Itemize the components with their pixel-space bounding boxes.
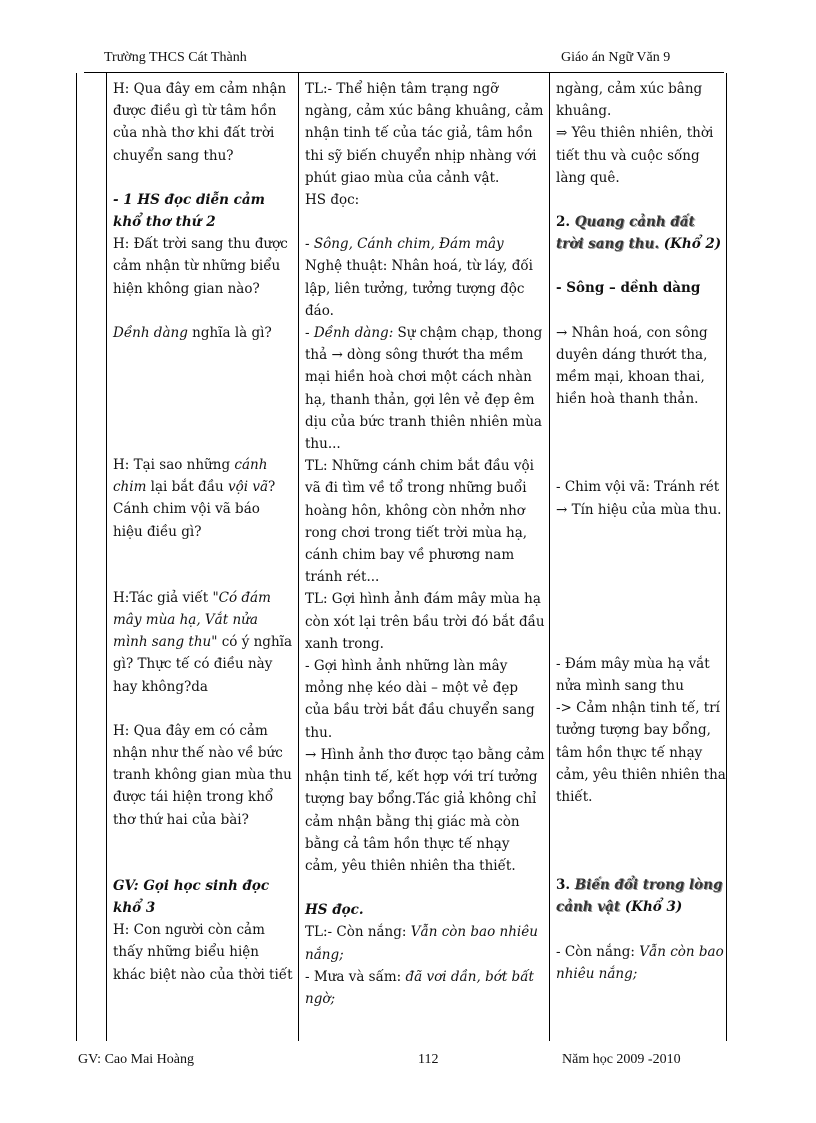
q4-part-a: H: Tại sao những xyxy=(113,457,235,474)
sun-part-a: TL:- Còn nắng: xyxy=(305,924,411,941)
denh-part-a: - xyxy=(305,325,314,342)
table-border-col1 xyxy=(106,73,107,1041)
rain-part-a: - Mưa và sấm: xyxy=(305,968,406,985)
footer-teacher: GV: Cao Mai Hoàng xyxy=(78,1052,194,1067)
header-school: Trường THCS Cát Thành xyxy=(104,50,247,65)
cloud-note: -> Cảm nhận tinh tế, trí tưởng tượng bay bổng, tâm hồn thực tế nhạy cảm, yêu thiên nhiên tha thiết. xyxy=(556,700,726,806)
q5-part-a: H:Tác giả viết " xyxy=(113,589,219,606)
sun3-part-b: Vẫn còn bao nhiêu nắng; xyxy=(556,943,724,982)
bird-note: → Tín hiệu của mùa thu. xyxy=(556,501,722,518)
table-border-right xyxy=(726,73,727,1041)
river-point: - Sông – dềnh dàng xyxy=(556,280,701,297)
sun-answer xyxy=(305,921,545,965)
section-heading-2 xyxy=(556,211,726,255)
cloud-point: - Đám mây mùa hạ vắt nửa mình sang thu xyxy=(556,655,710,695)
birds-answer: TL: Những cánh chim bắt đầu vội vã đi tìm về tổ trong những buổi hoàng hôn, không còn nhởn nhơ rong chơi trong tiết trời mùa hạ, cánh chim bay về phương nam tránh rét... xyxy=(305,458,534,586)
h2-stanza: (Khổ 2) xyxy=(659,236,722,253)
art-techniques: Nghệ thuật: Nhân hoá, từ láy, đối lập, liên tưởng, tưởng tượng độc đáo. xyxy=(305,258,533,319)
sun3-part-a: - Còn nắng: xyxy=(556,943,640,960)
h3-number: 3. xyxy=(556,877,575,894)
question-column xyxy=(113,78,293,986)
section-heading-3 xyxy=(556,874,726,918)
cloud-answer-1: TL: Gợi hình ảnh đám mây mùa hạ còn xót lại trên bầu trời đó bắt đầu xanh trong. xyxy=(305,591,545,652)
footer-school-year: Năm học 2009 -2010 xyxy=(562,1052,681,1067)
denh-part-b: Dềnh dàng: xyxy=(313,325,394,342)
read-instruction-2: - 1 HS đọc diễn cảm khổ thơ thứ 2 xyxy=(113,191,265,231)
question-7: H: Con người còn cảm thấy những biểu hiện khác biệt nào của thời tiết xyxy=(113,922,293,983)
students-read: HS đọc: xyxy=(305,192,360,209)
question-4 xyxy=(113,454,293,543)
question-3-rest: nghĩa là gì? xyxy=(187,324,272,341)
denh-dang-explain xyxy=(305,322,545,455)
question-2: H: Đất trời sang thu được cảm nhận từ những biểu hiện không gian nào? xyxy=(113,236,288,297)
q5-part-b: Có đám mây mùa hạ, Vắt nửa mình sang thu xyxy=(113,589,271,651)
q4-part-d: vội vã xyxy=(227,479,268,496)
cloud-answer-2: - Gợi hình ảnh những làn mây mỏng nhẹ kéo dài – một vẻ đẹp của bầu trời bắt đầu chuyển sang thu. xyxy=(305,658,535,741)
answer-column xyxy=(305,78,545,1010)
bird-point: - Chim vội vã: Tránh rét xyxy=(556,479,720,496)
read-instruction-3: GV: Gọi học sinh đọc khổ 3 xyxy=(113,877,270,917)
question-6: H: Qua đây em có cảm nhận như thế nào về bức tranh không gian mùa thu được tái hiện trong khổ thơ thứ hai của bài? xyxy=(113,722,292,828)
h3-stanza: (Khổ 3) xyxy=(620,899,683,916)
question-1: H: Qua đây em cảm nhận được điều gì từ tâm hồn của nhà thơ khi đất trời chuyển sang thu? xyxy=(113,81,287,164)
rain-answer xyxy=(305,966,545,1010)
h3-title: Biến đổi trong lòng cảnh vật xyxy=(556,877,723,916)
table-border-col3 xyxy=(549,73,550,1041)
summary-column xyxy=(556,78,726,985)
q4-part-c: lại bắt đầu xyxy=(146,479,228,496)
students-read-2: HS đọc. xyxy=(305,902,364,919)
q4-part-b: cánh chim xyxy=(113,457,268,496)
summary-2: ⇒ Yêu thiên nhiên, thời tiết thu và cuộc sống làng quê. xyxy=(556,125,714,186)
h2-number: 2. xyxy=(556,214,575,231)
sun-point xyxy=(556,941,726,985)
header-subject: Giáo án Ngữ Văn 9 xyxy=(561,50,671,65)
h2-title: Quang cảnh đất trời sang thu. xyxy=(556,214,695,253)
images-list: - Sông, Cánh chim, Đám mây xyxy=(305,236,504,253)
question-5 xyxy=(113,587,293,698)
table-border-left xyxy=(76,73,77,1041)
cloud-answer-3: → Hình ảnh thơ được tạo bằng cảm nhận tinh tế, kết hợp với trí tưởng tượng bay bổng.Tác giả không chỉ cảm nhận bằng thị giác mà còn bằng cả tâm hồn thực tế nhạy cảm, yêu thiên nhiên tha thiết. xyxy=(305,746,545,874)
summary-1: ngàng, cảm xúc bâng khuâng. xyxy=(556,81,703,120)
q5-part-c: " có ý nghĩa gì? Thực tế có điều này hay không?da xyxy=(113,634,293,695)
denh-part-c: Sự chậm chạp, thong thả → dòng sông thướt tha mềm mại hiền hoà chơi một cách nhàn hạ, thanh thản, gợi lên vẻ đẹp êm dịu của bức tranh thiên nhiên mùa thu... xyxy=(305,325,543,453)
river-note: → Nhân hoá, con sông duyên dáng thướt tha, mềm mại, khoan thai, hiền hoà thanh thản. xyxy=(556,324,708,408)
term-denh-dang: Dềnh dàng xyxy=(113,324,188,341)
footer-page-number: 112 xyxy=(418,1052,439,1067)
rain-part-b: đã vơi dần, bớt bất ngờ; xyxy=(305,968,534,1007)
header-divider xyxy=(84,72,724,73)
sun-part-b: Vẫn còn bao nhiêu nắng; xyxy=(305,924,538,963)
question-3 xyxy=(113,322,293,344)
answer-1: TL:- Thể hiện tâm trạng ngỡ ngàng, cảm xúc bâng khuâng, cảm nhận tinh tế của tác giả, tâm hồn thi sỹ biến chuyển nhịp nhàng với phút giao mùa của cảnh vật. xyxy=(305,81,544,186)
q4-part-e: ? Cánh chim vội vã báo hiệu điều gì? xyxy=(113,479,276,540)
table-border-col2 xyxy=(298,73,299,1041)
